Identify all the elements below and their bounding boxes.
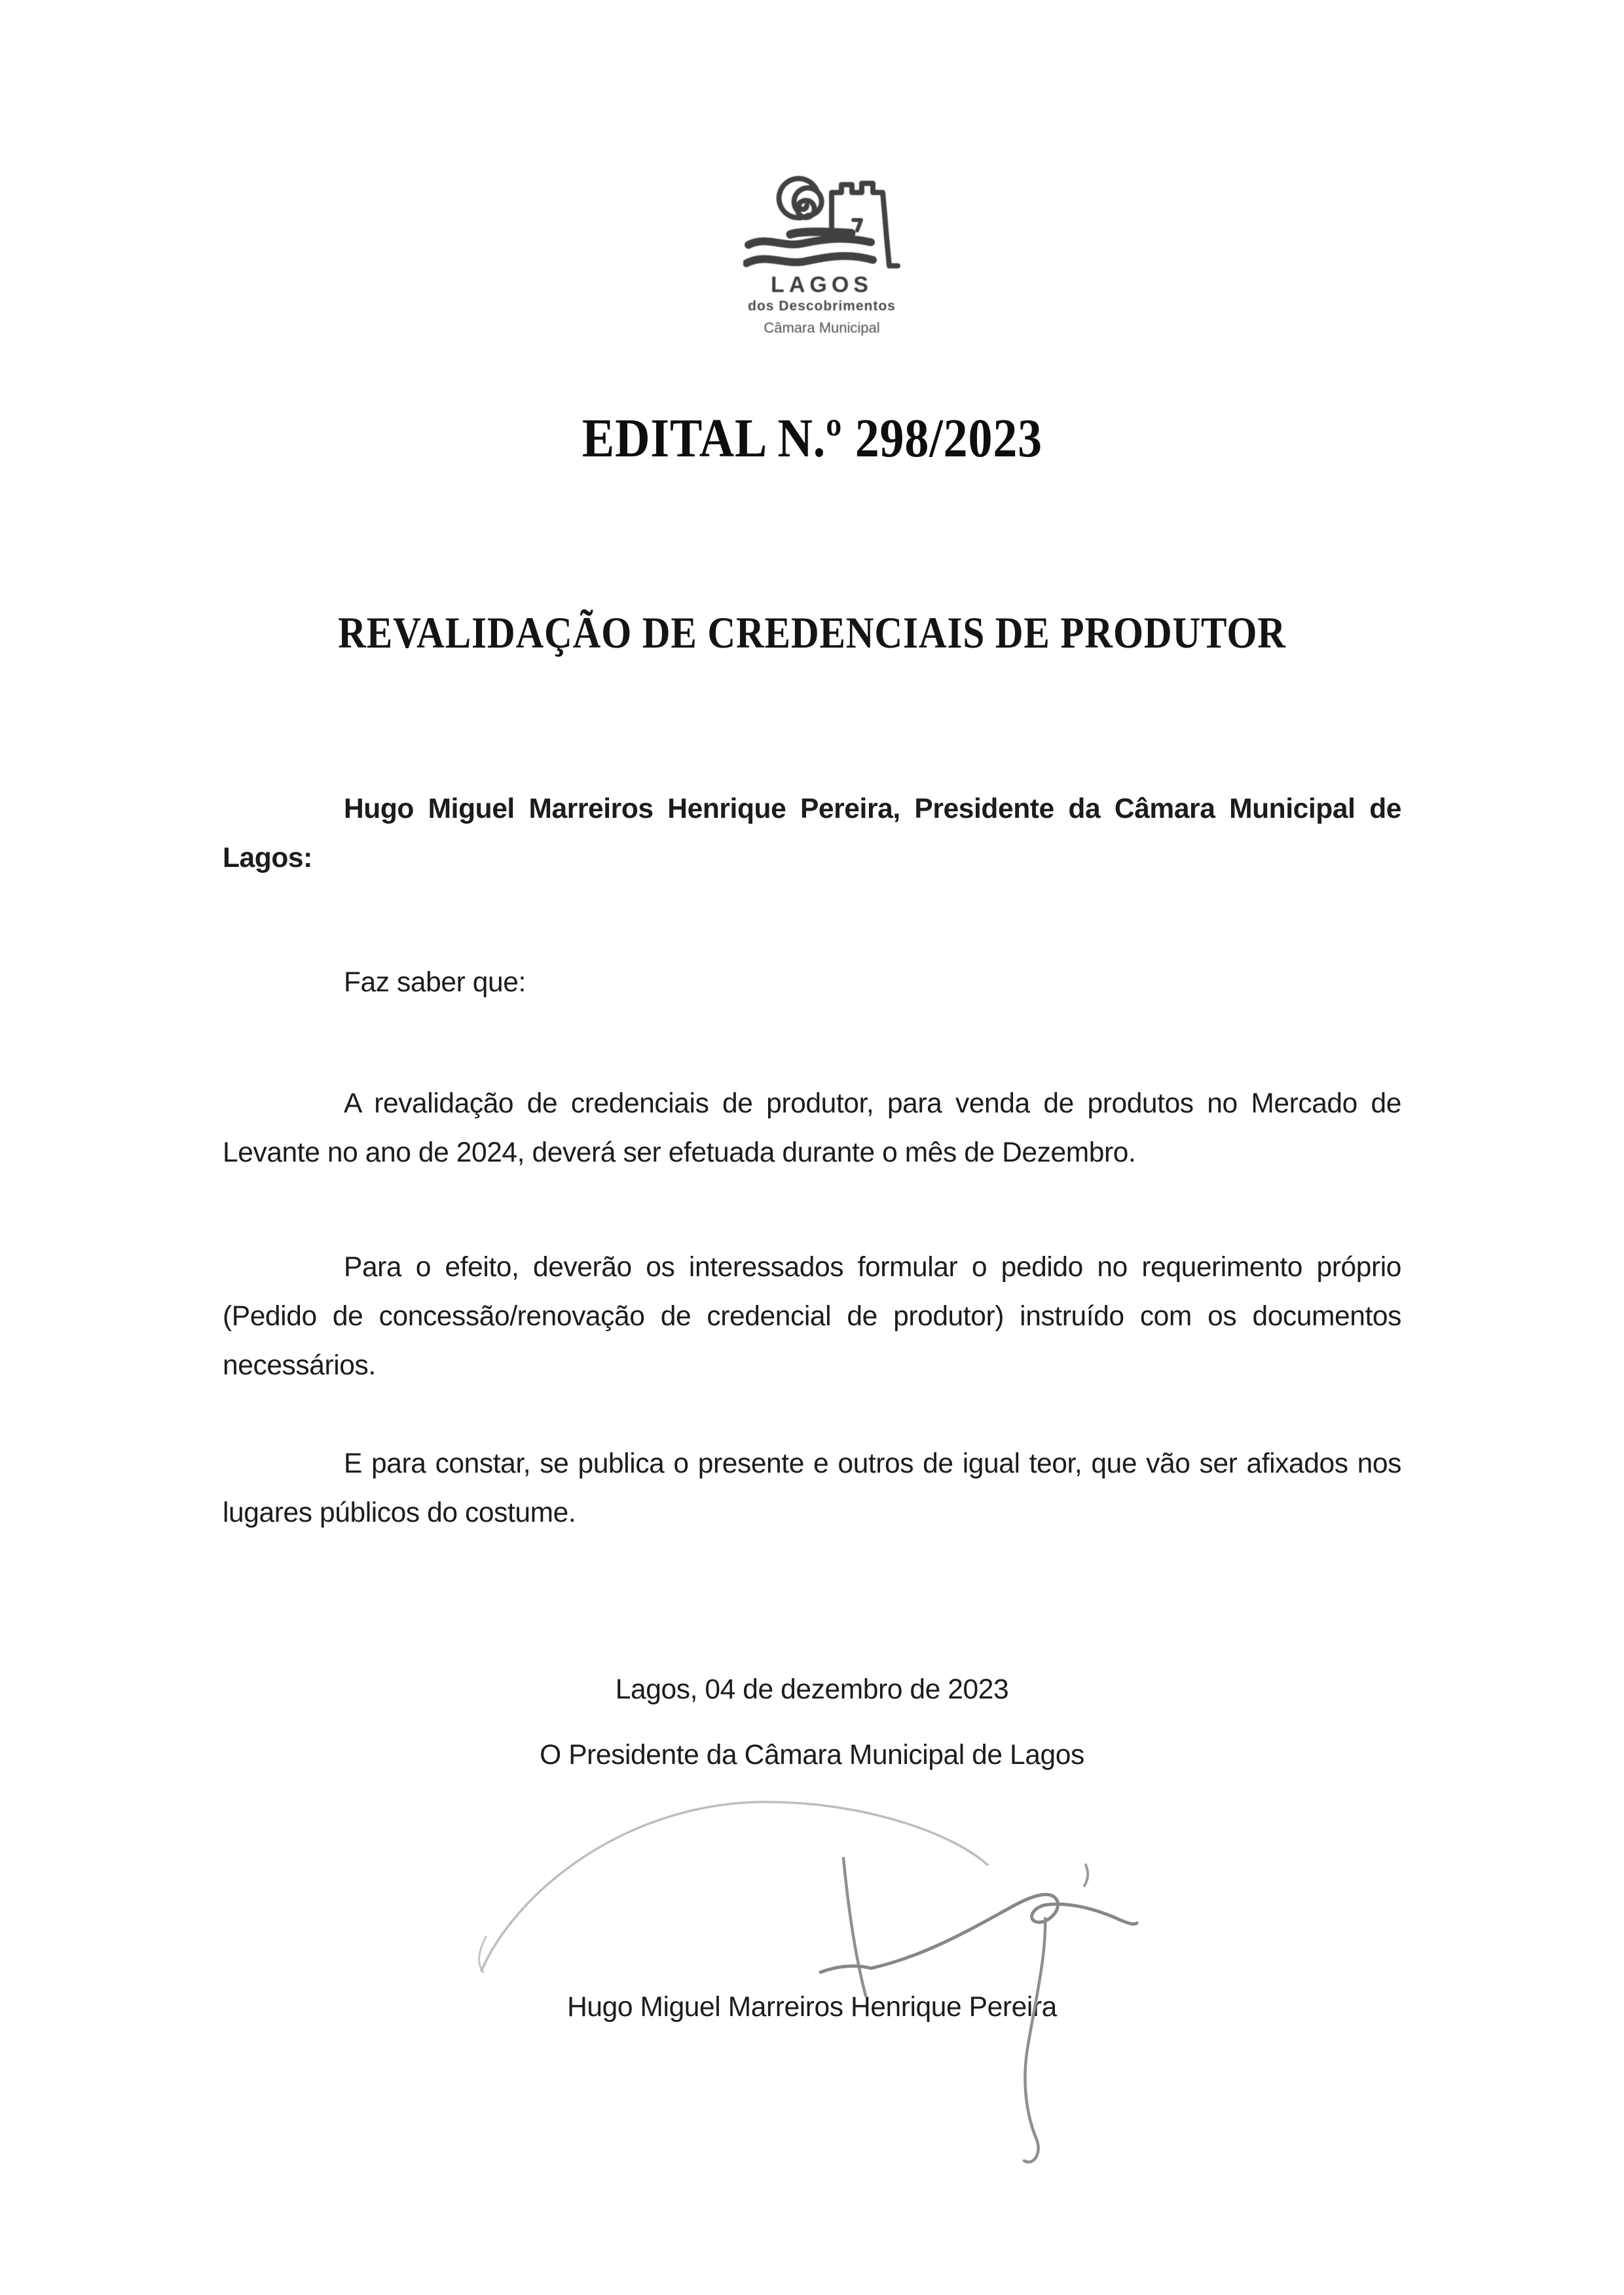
edict-subtitle-row [0,610,1624,655]
text-line: lugares públicos do costume. [223,1497,576,1528]
text-line: Levante no ano de 2024, deverá ser efetuada durante o mês de Dezembro. [223,1137,1136,1168]
text-line: Lagos: [223,843,312,873]
edict-title: EDITAL N.º 298/2023 [581,408,1043,469]
edict-title-row [0,408,1624,469]
signer-title: O Presidente da Câmara Municipal de Lagos [540,1740,1084,1771]
signer-name: Hugo Miguel Marreiros Henrique Pereira [567,1992,1057,2023]
municipal-logo [724,168,920,337]
text-line: Para o efeito, deverão os interessados formular o pedido no requerimento próprio [344,1252,1401,1283]
edict-subtitle: REVALIDAÇÃO DE CREDENCIAIS DE PRODUTOR [338,608,1286,657]
text-line: necessários. [223,1350,376,1381]
paragraph-opening [223,784,1401,883]
date-line: Lagos, 04 de dezembro de 2023 [615,1674,1009,1705]
document-body [223,784,1401,2032]
logo-city-name: LAGOS [771,272,873,297]
text-line: (Pedido de concessão/renovação de credencial de produtor) instruído com os documentos [223,1301,1401,1332]
text-line: E para constar, se publica o presente e outros de igual teor, que vão ser afixados nos [344,1448,1401,1479]
logo-org-name: Câmara Municipal [764,320,880,336]
text-line: Faz saber que: [344,967,526,998]
paragraph-publicacao [223,1439,1401,1537]
paragraph-revalidacao [223,1079,1401,1177]
text-line: Hugo Miguel Marreiros Henrique Pereira, Presidente da Câmara Municipal de [344,794,1401,824]
waves-icon [747,232,873,263]
paragraph-requerimento [223,1243,1401,1390]
sun-spiral-icon [779,179,822,218]
logo-emblem-icon [743,168,900,280]
text-line: A revalidação de credenciais de produtor, para venda de produtos no Mercado de [344,1088,1401,1119]
logo-tagline: dos Descobrimentos [748,299,896,314]
paragraph-faz-saber [223,958,1401,1007]
